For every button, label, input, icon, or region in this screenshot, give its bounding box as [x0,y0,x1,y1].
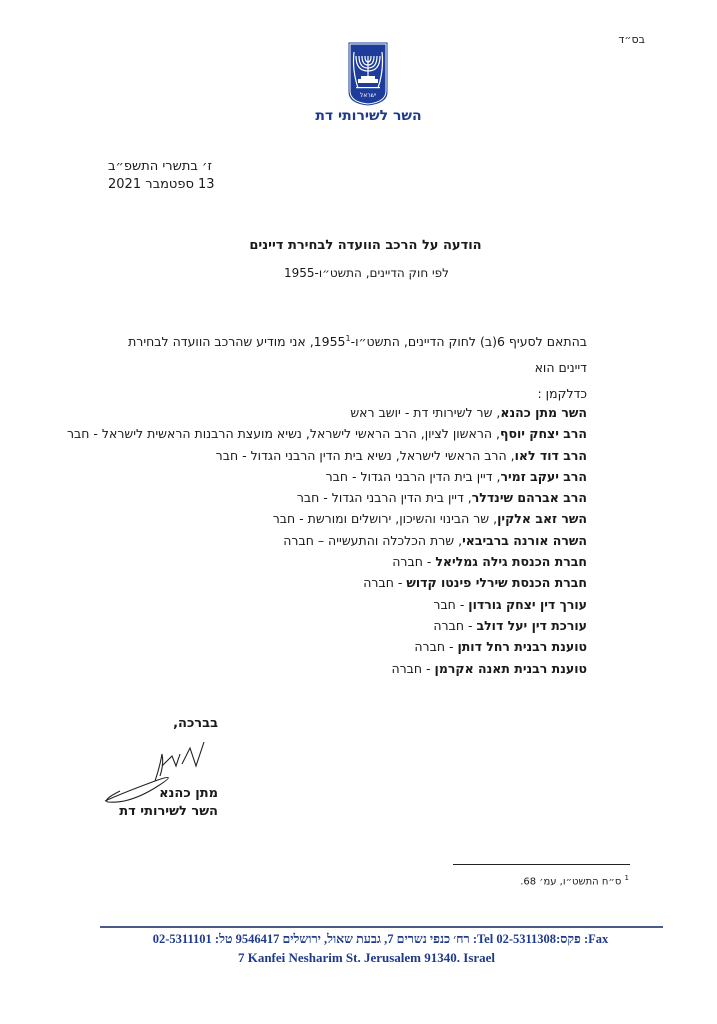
list-item: השרה אורנה ברביבאי, שרת הכלכלה והתעשייה – חברה [283,532,587,548]
intro-paragraph: בהתאם לסעיף 6(ב) לחוק הדיינים, התשט״ו-1955$^1$, אני מודיע שהרכב הוועדה לבחירת דיינים הוא כדלקמן : [128,334,587,402]
ministry-header: השר לשירותי דת [315,108,422,124]
signatory-name: מתן כהנא [159,786,218,801]
list-item: חברת הכנסת שירלי פינטו קדוש - חברה [363,575,587,591]
gregorian-date: 13 ספטמבר 2021 [108,177,215,192]
list-item: עורכת דין יעל דולב - חברה [433,617,587,633]
list-item: חברת הכנסת גילה גמליאל - חברה [392,554,587,570]
list-item: הרב יעקב זמיר, דיין בית הדין הרבני הגדול - חבר [325,468,587,484]
footer-address-hebrew: רח׳ כנפי נשרים 7, גבעת שאול, ירושלים 9546417 טל: 02-5311101 :Tel פקס:02-5311308 :Fax [152,932,609,946]
svg-text:ישראל: ישראל [359,92,377,99]
state-emblem-icon [346,40,390,108]
footer-address-english: 7 Kanfei Nesharim St. Jerusalem 91340. Israel [237,950,496,965]
footnote-divider [453,864,630,865]
date-block [108,158,717,194]
list-item: השר מתן כהנא, שר לשירותי דת - יושב ראש [350,405,587,420]
list-item: הרב אברהם שינדלר, דיין בית הדין הרבני הגדול - חבר [296,490,587,506]
bsd-header: בס״ד [618,33,645,46]
document-subtitle: לפי חוק הדיינים, התשט״ו-1955 [284,266,449,280]
hebrew-date: ז׳ בתשרי התשפ״ב [108,159,212,174]
list-item: הרב דוד לאו, הרב הראשי לישראל, נשיא בית הדין הרבני הגדול - חבר [215,447,587,463]
members-list [0,402,587,679]
signatory-role: השר לשירותי דת [119,804,218,819]
blessing: בברכה, [173,716,218,731]
list-item: השר זאב אלקין, שר הבינוי והשיכון, ירושלים ומורשת - חבר [272,511,587,527]
footnote: $^1$ ס״ח התשט״ו, עמ׳ 68. [520,874,629,888]
footer-divider [100,926,663,928]
document-title: הודעה על הרכב הוועדה לבחירת דיינים [249,238,482,253]
footnote-ref: 1 [345,334,351,343]
list-item: עורך דין יצחק גורדון - חבר [433,596,587,612]
list-item: טוענת רבנית תאנה אקרמן - חברה [391,660,587,676]
list-item: הרב יצחק יוסף, הראשון לציון, הרב הראשי לישראל, נשיא מועצת הרבנות הראשית לישראל - חבר [66,426,587,442]
list-item: טוענת רבנית רחל דותן - חברה [414,639,587,655]
